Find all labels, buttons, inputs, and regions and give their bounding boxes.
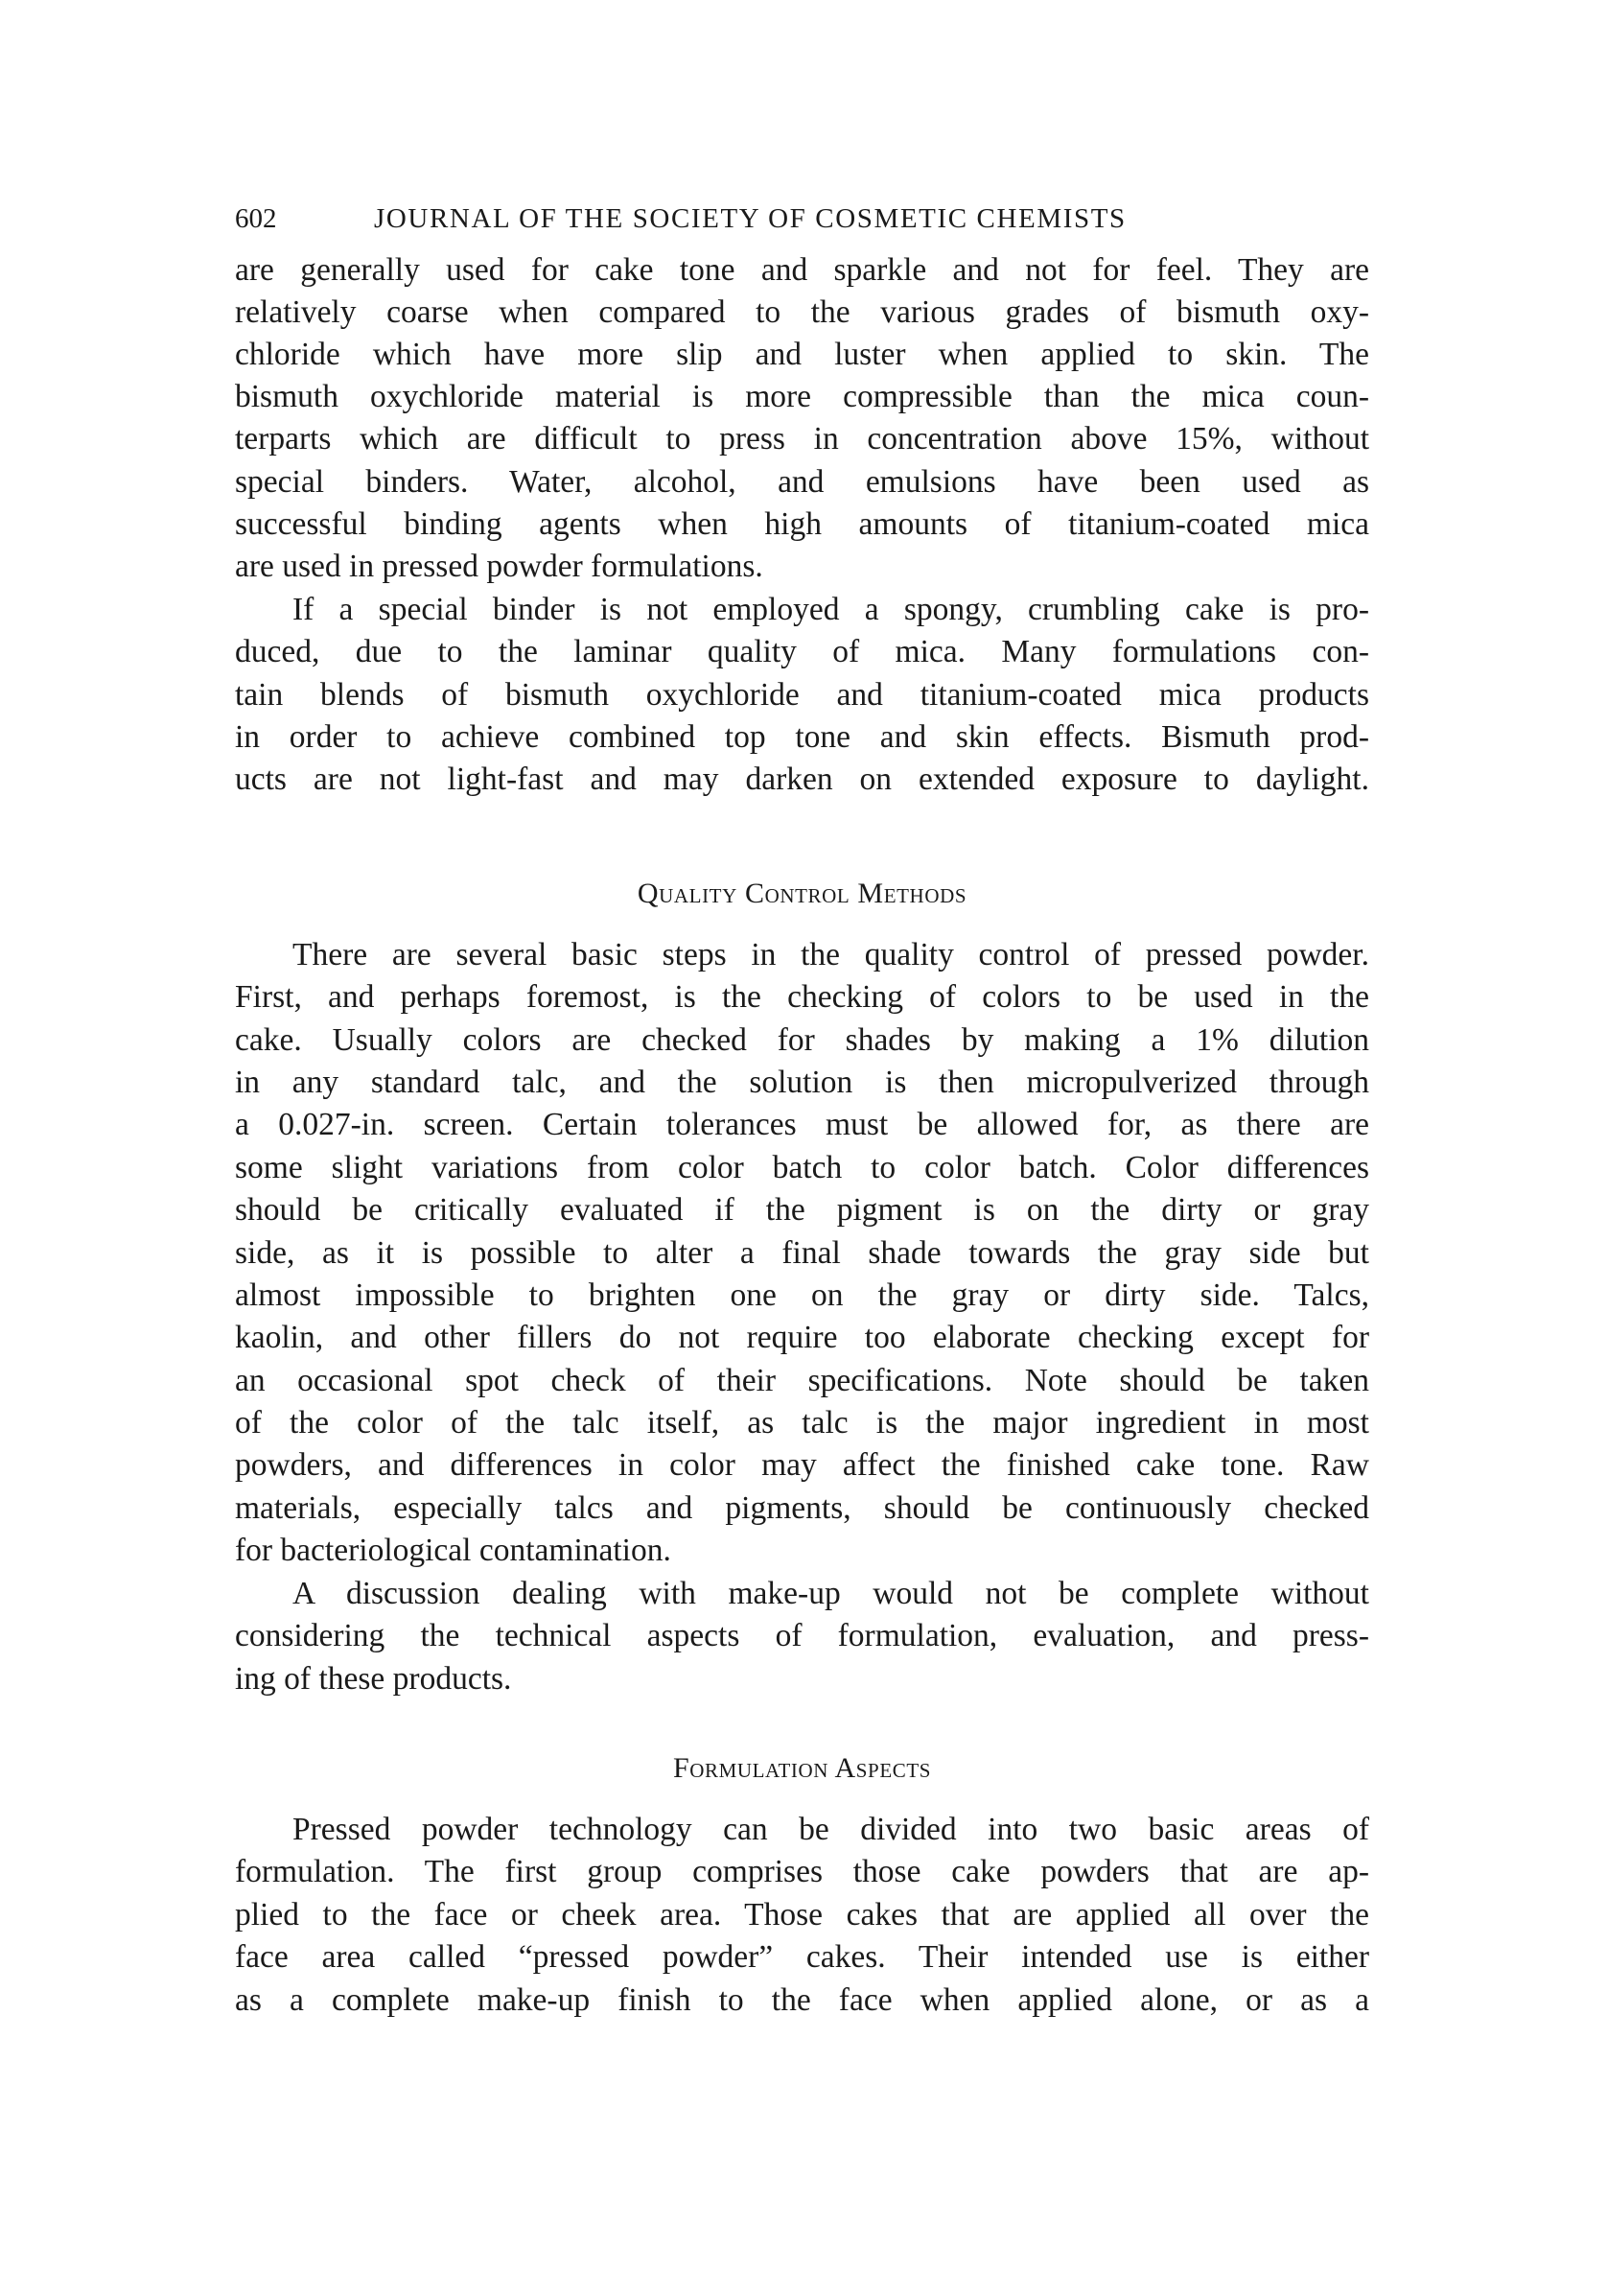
text-line: formulation. The first group comprises those cake powders that are ap- (235, 1854, 1369, 1889)
text-line: side, as it is possible to alter a final shade towards the gray side but (235, 1235, 1369, 1271)
text-line: plied to the face or cheek area. Those cakes that are applied all over the (235, 1897, 1369, 1933)
text-line: are used in pressed powder formulations. (235, 549, 763, 584)
section-heading-formulation-aspects: Formulation Aspects (672, 1752, 932, 1784)
text-line: are generally used for cake tone and sparkle and not for feel. They are (235, 252, 1369, 288)
text-line: A discussion dealing with make-up would not be complete without (292, 1576, 1369, 1611)
text-line: some slight variations from color batch to color batch. Color differences (235, 1150, 1369, 1185)
page-number: 602 (235, 203, 277, 234)
text-line: There are several basic steps in the quality control of pressed powder. (292, 937, 1369, 972)
text-line: a 0.027-in. screen. Certain tolerances must be allowed for, as there are (235, 1107, 1369, 1142)
text-line: in any standard talc, and the solution is then micropulverized through (235, 1065, 1369, 1100)
text-line: as a complete make-up finish to the face when applied alone, or as a (235, 1982, 1369, 2018)
text-line: chloride which have more slip and luster when applied to skin. The (235, 337, 1369, 372)
text-line: ing of these products. (235, 1661, 512, 1697)
running-head (235, 203, 1369, 242)
text-line: powders, and differences in color may affect the finished cake tone. Raw (235, 1447, 1369, 1483)
text-line: Pressed powder technology can be divided into two basic areas of (292, 1812, 1369, 1847)
text-line: First, and perhaps foremost, is the checking of colors to be used in the (235, 979, 1369, 1015)
text-line: tain blends of bismuth oxychloride and titanium-coated mica products (235, 677, 1369, 713)
text-line: should be critically evaluated if the pigment is on the dirty or gray (235, 1192, 1369, 1228)
text-line: ucts are not light-fast and may darken on extended exposure to daylight. (235, 761, 1369, 797)
text-line: If a special binder is not employed a spongy, crumbling cake is pro- (292, 592, 1369, 627)
text-line: successful binding agents when high amounts of titanium-coated mica (235, 506, 1369, 542)
text-line: considering the technical aspects of formulation, evaluation, and press- (235, 1618, 1369, 1653)
text-line: relatively coarse when compared to the various grades of bismuth oxy- (235, 294, 1369, 330)
text-line: almost impossible to brighten one on the gray or dirty side. Talcs, (235, 1277, 1369, 1313)
text-line: terparts which are difficult to press in concentration above 15%, without (235, 421, 1369, 457)
text-line: in order to achieve combined top tone and skin effects. Bismuth prod- (235, 719, 1369, 755)
journal-title: JOURNAL OF THE SOCIETY OF COSMETIC CHEMISTS (374, 203, 1127, 234)
text-line: cake. Usually colors are checked for shades by making a 1% dilution (235, 1022, 1369, 1058)
text-line: face area called “pressed powder” cakes. Their intended use is either (235, 1939, 1369, 1975)
text-line: duced, due to the laminar quality of mica. Many formulations con- (235, 634, 1369, 669)
section-heading-quality-control: Quality Control Methods (637, 878, 967, 909)
text-line: an occasional spot check of their specifications. Note should be taken (235, 1363, 1369, 1398)
text-line: materials, especially talcs and pigments, should be continuously checked (235, 1490, 1369, 1526)
text-line: for bacteriological contamination. (235, 1533, 671, 1568)
text-line: of the color of the talc itself, as talc is the major ingredient in most (235, 1405, 1369, 1441)
text-line: bismuth oxychloride material is more compressible than the mica coun- (235, 379, 1369, 414)
text-line: special binders. Water, alcohol, and emulsions have been used as (235, 464, 1369, 500)
text-line: kaolin, and other fillers do not require too elaborate checking except for (235, 1320, 1369, 1355)
